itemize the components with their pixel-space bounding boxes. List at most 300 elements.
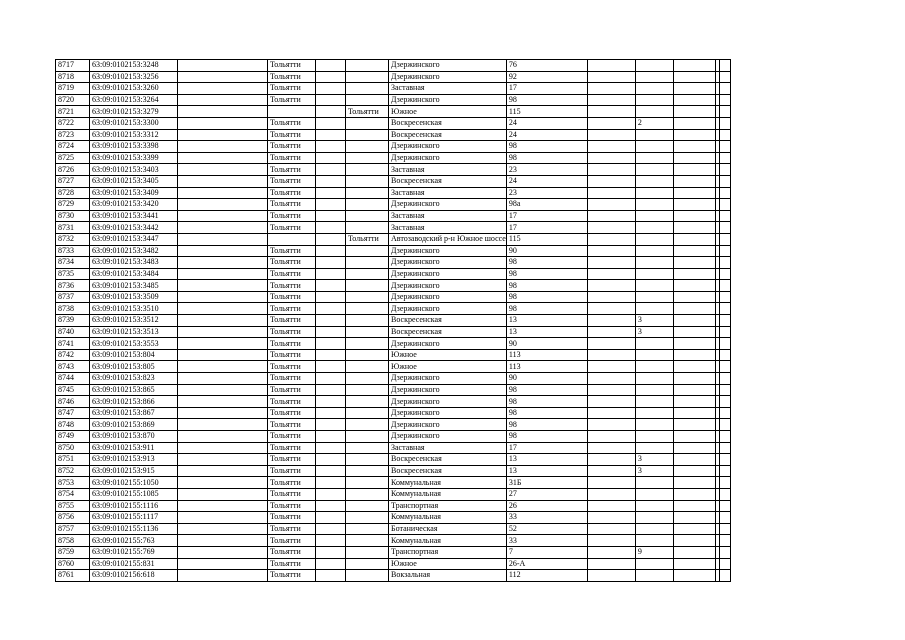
- cell-empty: [587, 546, 635, 558]
- cell-cad: 63:09:0102153:3403: [90, 164, 178, 176]
- cell-empty: [178, 164, 268, 176]
- table-row: [56, 384, 731, 396]
- cell-empty: [719, 349, 730, 361]
- cell-extra: [635, 303, 673, 315]
- cell-empty: [673, 94, 715, 106]
- table-row: [56, 257, 731, 269]
- cell-city: Тольятти: [268, 94, 316, 106]
- cell-alt: [346, 187, 389, 199]
- cell-extra: [635, 349, 673, 361]
- cell-num: 8728: [56, 187, 90, 199]
- cell-city: Тольятти: [268, 407, 316, 419]
- table-row: [56, 407, 731, 419]
- cell-num: 8757: [56, 523, 90, 535]
- cell-empty: [673, 315, 715, 327]
- cell-cad: 63:09:0102153:3256: [90, 71, 178, 83]
- table-row: [56, 326, 731, 338]
- cell-empty: [673, 454, 715, 466]
- cell-empty: [673, 222, 715, 234]
- cell-num: 8744: [56, 373, 90, 385]
- cell-extra: [635, 245, 673, 257]
- cell-extra: [635, 175, 673, 187]
- cell-empty: [673, 291, 715, 303]
- cell-extra: [635, 233, 673, 245]
- cell-empty: [719, 431, 730, 443]
- cell-house: 13: [506, 315, 587, 327]
- cell-city: Тольятти: [268, 500, 316, 512]
- table-row: [56, 303, 731, 315]
- cell-empty: [316, 465, 346, 477]
- cell-empty: [316, 419, 346, 431]
- cell-city: Тольятти: [268, 570, 316, 582]
- cell-empty: [719, 326, 730, 338]
- cell-empty: [178, 338, 268, 350]
- cell-empty: [673, 187, 715, 199]
- cell-house: 90: [506, 338, 587, 350]
- cell-empty: [719, 500, 730, 512]
- table-row: [56, 164, 731, 176]
- cell-alt: [346, 523, 389, 535]
- cell-num: 8748: [56, 419, 90, 431]
- cell-empty: [719, 233, 730, 245]
- cell-empty: [178, 245, 268, 257]
- cell-empty: [316, 546, 346, 558]
- cell-city: Тольятти: [268, 280, 316, 292]
- cell-empty: [719, 523, 730, 535]
- cell-empty: [719, 291, 730, 303]
- cell-empty: [719, 396, 730, 408]
- cell-house: 24: [506, 129, 587, 141]
- cell-alt: [346, 349, 389, 361]
- cell-empty: [587, 245, 635, 257]
- cell-empty: [587, 129, 635, 141]
- cell-empty: [587, 164, 635, 176]
- cell-empty: [587, 419, 635, 431]
- table-row: [56, 396, 731, 408]
- cell-street: Воскресенская: [389, 117, 507, 129]
- table-row: [56, 338, 731, 350]
- cell-empty: [587, 94, 635, 106]
- cell-num: 8749: [56, 431, 90, 443]
- cell-extra: [635, 523, 673, 535]
- cell-empty: [178, 222, 268, 234]
- cell-house: 26-А: [506, 558, 587, 570]
- table-row: [56, 523, 731, 535]
- cell-alt: [346, 477, 389, 489]
- cell-empty: [178, 384, 268, 396]
- cell-city: Тольятти: [268, 71, 316, 83]
- cell-empty: [673, 106, 715, 118]
- cell-house: 98: [506, 384, 587, 396]
- cell-empty: [673, 233, 715, 245]
- table-row: [56, 245, 731, 257]
- cell-empty: [719, 570, 730, 582]
- cell-empty: [316, 315, 346, 327]
- cell-house: 98: [506, 94, 587, 106]
- cell-house: 98: [506, 268, 587, 280]
- cell-city: Тольятти: [268, 431, 316, 443]
- cell-cad: 63:09:0102153:3447: [90, 233, 178, 245]
- cell-empty: [316, 129, 346, 141]
- table-row: [56, 94, 731, 106]
- cell-empty: [587, 280, 635, 292]
- cell-house: 115: [506, 233, 587, 245]
- cell-street: Транспортная: [389, 500, 507, 512]
- cell-alt: [346, 373, 389, 385]
- cell-house: 17: [506, 83, 587, 95]
- cell-empty: [178, 349, 268, 361]
- cell-empty: [316, 488, 346, 500]
- cell-extra: [635, 500, 673, 512]
- cell-extra: 2: [635, 117, 673, 129]
- cell-cad: 63:09:0102156:618: [90, 570, 178, 582]
- cell-num: 8729: [56, 199, 90, 211]
- records-table: [55, 59, 731, 582]
- cell-empty: [673, 245, 715, 257]
- cell-alt: Тольятти: [346, 233, 389, 245]
- cell-empty: [719, 268, 730, 280]
- cell-empty: [316, 500, 346, 512]
- cell-alt: [346, 210, 389, 222]
- cell-empty: [719, 454, 730, 466]
- cell-empty: [673, 500, 715, 512]
- cell-empty: [316, 338, 346, 350]
- cell-empty: [316, 431, 346, 443]
- cell-empty: [719, 210, 730, 222]
- cell-empty: [673, 164, 715, 176]
- cell-city: Тольятти: [268, 326, 316, 338]
- cell-cad: 63:09:0102153:867: [90, 407, 178, 419]
- cell-num: 8730: [56, 210, 90, 222]
- cell-empty: [587, 570, 635, 582]
- cell-empty: [673, 570, 715, 582]
- cell-empty: [719, 152, 730, 164]
- cell-empty: [316, 210, 346, 222]
- cell-empty: [587, 268, 635, 280]
- cell-house: 17: [506, 222, 587, 234]
- cell-empty: [587, 152, 635, 164]
- cell-cad: 63:09:0102153:3409: [90, 187, 178, 199]
- cell-empty: [719, 83, 730, 95]
- cell-empty: [673, 361, 715, 373]
- cell-num: 8735: [56, 268, 90, 280]
- cell-num: 8746: [56, 396, 90, 408]
- cell-cad: 63:09:0102155:831: [90, 558, 178, 570]
- cell-house: 92: [506, 71, 587, 83]
- cell-extra: [635, 141, 673, 153]
- cell-house: 113: [506, 361, 587, 373]
- cell-empty: [316, 222, 346, 234]
- cell-street: Коммунальная: [389, 477, 507, 489]
- cell-house: 76: [506, 60, 587, 72]
- cell-empty: [587, 60, 635, 72]
- cell-street: Дзержинского: [389, 268, 507, 280]
- cell-empty: [178, 210, 268, 222]
- cell-num: 8717: [56, 60, 90, 72]
- table-row: [56, 268, 731, 280]
- cell-extra: [635, 384, 673, 396]
- cell-street: Дзержинского: [389, 373, 507, 385]
- cell-extra: 3: [635, 465, 673, 477]
- cell-house: 90: [506, 373, 587, 385]
- cell-empty: [316, 94, 346, 106]
- cell-empty: [587, 361, 635, 373]
- cell-city: Тольятти: [268, 338, 316, 350]
- table-row: [56, 117, 731, 129]
- cell-cad: 63:09:0102153:3312: [90, 129, 178, 141]
- cell-num: 8722: [56, 117, 90, 129]
- cell-cad: 63:09:0102155:1050: [90, 477, 178, 489]
- cell-empty: [316, 106, 346, 118]
- cell-empty: [178, 268, 268, 280]
- cell-alt: [346, 129, 389, 141]
- cell-city: Тольятти: [268, 60, 316, 72]
- cell-cad: 63:09:0102155:769: [90, 546, 178, 558]
- cell-empty: [673, 396, 715, 408]
- cell-empty: [673, 523, 715, 535]
- cell-empty: [316, 361, 346, 373]
- cell-empty: [178, 326, 268, 338]
- cell-num: 8750: [56, 442, 90, 454]
- cell-house: 17: [506, 442, 587, 454]
- cell-empty: [673, 71, 715, 83]
- cell-cad: 63:09:0102153:3279: [90, 106, 178, 118]
- cell-empty: [587, 558, 635, 570]
- cell-empty: [178, 373, 268, 385]
- cell-empty: [178, 280, 268, 292]
- cell-street: Дзержинского: [389, 291, 507, 303]
- cell-city: Тольятти: [268, 419, 316, 431]
- cell-extra: [635, 106, 673, 118]
- cell-empty: [316, 454, 346, 466]
- cell-extra: [635, 222, 673, 234]
- cell-empty: [719, 488, 730, 500]
- cell-alt: [346, 141, 389, 153]
- cell-num: 8755: [56, 500, 90, 512]
- cell-empty: [719, 245, 730, 257]
- cell-empty: [178, 419, 268, 431]
- cell-empty: [587, 407, 635, 419]
- cell-empty: [719, 141, 730, 153]
- cell-empty: [316, 442, 346, 454]
- cell-alt: [346, 315, 389, 327]
- cell-city: Тольятти: [268, 129, 316, 141]
- cell-street: Дзержинского: [389, 60, 507, 72]
- cell-empty: [719, 106, 730, 118]
- cell-cad: 63:09:0102155:763: [90, 535, 178, 547]
- table-row: [56, 291, 731, 303]
- cell-empty: [316, 187, 346, 199]
- cell-empty: [673, 419, 715, 431]
- cell-cad: 63:09:0102153:3510: [90, 303, 178, 315]
- cell-cad: 63:09:0102153:3483: [90, 257, 178, 269]
- cell-empty: [719, 303, 730, 315]
- table-body: [56, 60, 731, 582]
- cell-empty: [673, 83, 715, 95]
- cell-cad: 63:09:0102153:3264: [90, 94, 178, 106]
- cell-city: Тольятти: [268, 245, 316, 257]
- cell-alt: [346, 245, 389, 257]
- cell-extra: [635, 512, 673, 524]
- cell-street: Южное: [389, 106, 507, 118]
- table-row: [56, 210, 731, 222]
- cell-empty: [673, 175, 715, 187]
- cell-extra: [635, 71, 673, 83]
- cell-empty: [673, 141, 715, 153]
- cell-num: 8753: [56, 477, 90, 489]
- cell-cad: 63:09:0102153:911: [90, 442, 178, 454]
- cell-alt: Тольятти: [346, 106, 389, 118]
- cell-num: 8740: [56, 326, 90, 338]
- cell-alt: [346, 535, 389, 547]
- cell-alt: [346, 117, 389, 129]
- cell-num: 8754: [56, 488, 90, 500]
- cell-empty: [587, 326, 635, 338]
- cell-alt: [346, 419, 389, 431]
- cell-empty: [178, 129, 268, 141]
- cell-empty: [316, 535, 346, 547]
- table-row: [56, 361, 731, 373]
- cell-house: 13: [506, 454, 587, 466]
- cell-empty: [587, 71, 635, 83]
- cell-city: Тольятти: [268, 361, 316, 373]
- cell-house: 90: [506, 245, 587, 257]
- cell-street: Южное: [389, 349, 507, 361]
- cell-empty: [587, 488, 635, 500]
- cell-empty: [178, 303, 268, 315]
- cell-empty: [587, 373, 635, 385]
- table-row: [56, 454, 731, 466]
- cell-empty: [587, 465, 635, 477]
- cell-empty: [587, 396, 635, 408]
- cell-empty: [719, 465, 730, 477]
- cell-street: Дзержинского: [389, 338, 507, 350]
- cell-city: Тольятти: [268, 454, 316, 466]
- cell-empty: [673, 535, 715, 547]
- cell-cad: 63:09:0102153:3420: [90, 199, 178, 211]
- cell-empty: [673, 326, 715, 338]
- table-row: [56, 106, 731, 118]
- table-row: [56, 175, 731, 187]
- cell-empty: [316, 257, 346, 269]
- cell-alt: [346, 280, 389, 292]
- cell-street: Воскресенская: [389, 129, 507, 141]
- cell-empty: [673, 280, 715, 292]
- cell-cad: 63:09:0102153:3405: [90, 175, 178, 187]
- cell-num: 8745: [56, 384, 90, 396]
- cell-street: Южное: [389, 558, 507, 570]
- cell-empty: [178, 83, 268, 95]
- cell-street: Ботаническая: [389, 523, 507, 535]
- cell-extra: [635, 129, 673, 141]
- cell-street: Воскресенская: [389, 465, 507, 477]
- cell-cad: 63:09:0102153:3248: [90, 60, 178, 72]
- table-row: [56, 222, 731, 234]
- cell-empty: [673, 210, 715, 222]
- cell-street: Воскресенская: [389, 315, 507, 327]
- cell-alt: [346, 338, 389, 350]
- cell-empty: [673, 477, 715, 489]
- cell-empty: [587, 117, 635, 129]
- cell-street: Дзержинского: [389, 303, 507, 315]
- cell-house: 23: [506, 187, 587, 199]
- cell-empty: [719, 315, 730, 327]
- cell-cad: 63:09:0102153:3509: [90, 291, 178, 303]
- cell-cad: 63:09:0102153:3553: [90, 338, 178, 350]
- cell-empty: [178, 106, 268, 118]
- cell-empty: [587, 338, 635, 350]
- cell-street: Дзержинского: [389, 384, 507, 396]
- cell-cad: 63:09:0102155:1085: [90, 488, 178, 500]
- cell-alt: [346, 500, 389, 512]
- cell-alt: [346, 94, 389, 106]
- cell-empty: [178, 94, 268, 106]
- cell-city: Тольятти: [268, 291, 316, 303]
- cell-extra: [635, 535, 673, 547]
- cell-empty: [673, 60, 715, 72]
- cell-extra: 3: [635, 315, 673, 327]
- cell-house: 33: [506, 512, 587, 524]
- table-row: [56, 315, 731, 327]
- cell-street: Дзержинского: [389, 71, 507, 83]
- table-row: [56, 477, 731, 489]
- cell-empty: [673, 488, 715, 500]
- cell-empty: [316, 291, 346, 303]
- cell-extra: [635, 291, 673, 303]
- cell-street: Коммунальная: [389, 512, 507, 524]
- cell-empty: [673, 338, 715, 350]
- cell-extra: [635, 361, 673, 373]
- cell-house: 98: [506, 419, 587, 431]
- cell-empty: [587, 175, 635, 187]
- cell-city: Тольятти: [268, 141, 316, 153]
- cell-empty: [673, 558, 715, 570]
- cell-extra: [635, 280, 673, 292]
- cell-empty: [178, 558, 268, 570]
- table-row: [56, 535, 731, 547]
- cell-street: Дзержинского: [389, 141, 507, 153]
- cell-house: 98: [506, 431, 587, 443]
- cell-cad: 63:09:0102155:1117: [90, 512, 178, 524]
- cell-empty: [719, 71, 730, 83]
- cell-empty: [178, 442, 268, 454]
- table-row: [56, 83, 731, 95]
- cell-empty: [719, 442, 730, 454]
- cell-empty: [587, 210, 635, 222]
- cell-num: 8737: [56, 291, 90, 303]
- cell-empty: [178, 199, 268, 211]
- cell-alt: [346, 257, 389, 269]
- table-row: [56, 71, 731, 83]
- cell-empty: [719, 257, 730, 269]
- cell-house: 98: [506, 141, 587, 153]
- cell-num: 8718: [56, 71, 90, 83]
- cell-cad: 63:09:0102153:865: [90, 384, 178, 396]
- cell-city: Тольятти: [268, 546, 316, 558]
- cell-cad: 63:09:0102153:869: [90, 419, 178, 431]
- cell-house: 98: [506, 396, 587, 408]
- cell-extra: [635, 419, 673, 431]
- cell-house: 98: [506, 407, 587, 419]
- cell-empty: [673, 384, 715, 396]
- cell-house: 98: [506, 280, 587, 292]
- cell-empty: [316, 175, 346, 187]
- cell-city: Тольятти: [268, 523, 316, 535]
- cell-empty: [719, 338, 730, 350]
- cell-alt: [346, 431, 389, 443]
- cell-empty: [587, 303, 635, 315]
- cell-empty: [178, 500, 268, 512]
